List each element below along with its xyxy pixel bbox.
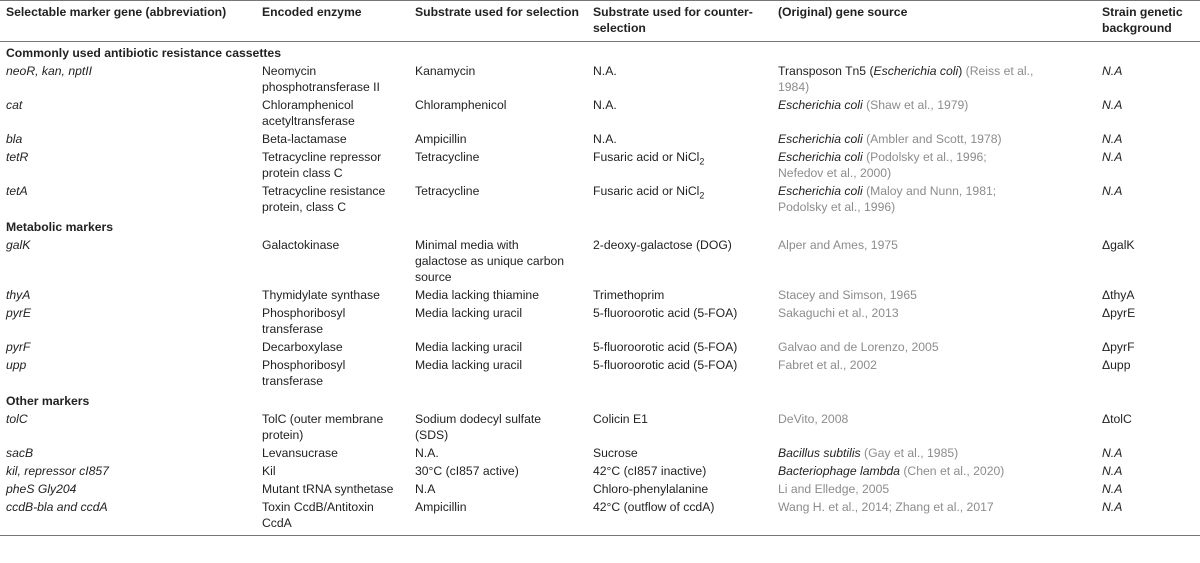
header-source: (Original) gene source bbox=[772, 1, 1096, 42]
source-cell: Bacillus subtilis (Gay et al., 1985) bbox=[778, 446, 959, 460]
gene-cell: pyrE bbox=[6, 306, 32, 320]
section-row bbox=[0, 42, 1200, 63]
citation[interactable]: Wang H. et al., 2014; Zhang et al., 2017 bbox=[778, 500, 994, 514]
background-cell: ΔpyrF bbox=[1102, 340, 1135, 354]
selection-cell: Media lacking uracil bbox=[415, 306, 523, 320]
background-cell: N.A bbox=[1102, 482, 1123, 496]
gene-cell: neoR, kan, nptII bbox=[6, 64, 93, 78]
selection-cell: N.A bbox=[415, 482, 436, 496]
header-counter-selection: Substrate used for counter-selection bbox=[587, 1, 772, 42]
citation[interactable]: DeVito, 2008 bbox=[778, 412, 849, 426]
counter-cell: N.A. bbox=[593, 98, 617, 112]
source-cell bbox=[772, 410, 1096, 444]
background-cell: ΔthyA bbox=[1102, 288, 1135, 302]
gene-cell: ccdB-bla and ccdA bbox=[0, 498, 256, 536]
citation[interactable]: Galvao and de Lorenzo, 2005 bbox=[778, 340, 939, 354]
background-cell: ΔtolC bbox=[1102, 412, 1132, 426]
source-cell bbox=[772, 480, 1096, 498]
header-gene: Selectable marker gene (abbreviation) bbox=[0, 1, 256, 42]
enzyme-cell: Toxin CcdB/Antitoxin CcdA bbox=[256, 498, 409, 536]
section-title: Metabolic markers bbox=[6, 220, 114, 234]
source-cell bbox=[772, 338, 1096, 356]
selection-cell: Chloramphenicol bbox=[415, 98, 507, 112]
enzyme-cell: TolC (outer membrane protein) bbox=[262, 412, 384, 442]
background-cell: Δupp bbox=[1102, 358, 1131, 372]
citation[interactable]: (Ambler and Scott, 1978) bbox=[866, 132, 1002, 146]
source-cell: Escherichia coli (Maloy and Nunn, 1981; Podolsky et al., 1996) bbox=[778, 184, 997, 214]
citation[interactable]: (Podolsky et al., 1996; bbox=[866, 150, 987, 164]
section-title: Commonly used antibiotic resistance cassettes bbox=[6, 46, 281, 60]
source-cell bbox=[772, 286, 1096, 304]
table-row bbox=[0, 62, 1200, 96]
background-cell: ΔgalK bbox=[1102, 238, 1135, 252]
table-row bbox=[0, 338, 1200, 356]
enzyme-cell: Galactokinase bbox=[262, 238, 340, 252]
header-enzyme: Encoded enzyme bbox=[256, 1, 409, 42]
table-row bbox=[0, 130, 1200, 148]
selection-cell: Ampicillin bbox=[415, 132, 467, 146]
counter-cell: Chloro-phenylalanine bbox=[593, 482, 709, 496]
selection-cell: 30°C (cI857 active) bbox=[415, 464, 519, 478]
counter-cell: Sucrose bbox=[593, 446, 638, 460]
source-cell: Escherichia coli (Podolsky et al., 1996; Nefedov et al., 2000) bbox=[778, 150, 987, 180]
header-row bbox=[0, 1, 1200, 42]
background-cell: N.A bbox=[1102, 64, 1123, 78]
selection-cell: Tetracycline bbox=[415, 184, 480, 198]
enzyme-cell: Thymidylate synthase bbox=[262, 288, 380, 302]
table-row bbox=[0, 182, 1200, 216]
table-row bbox=[0, 148, 1200, 182]
background-cell: N.A bbox=[1102, 150, 1123, 164]
section-row bbox=[0, 216, 1200, 236]
enzyme-cell: Kil bbox=[262, 464, 276, 478]
header-background: Strain genetic background bbox=[1096, 1, 1200, 42]
source-cell: Transposon Tn5 (Escherichia coli) (Reiss et al., 1984) bbox=[778, 64, 1034, 94]
citation[interactable]: Li and Elledge, 2005 bbox=[778, 482, 890, 496]
citation[interactable]: Sakaguchi et al., 2013 bbox=[778, 306, 899, 320]
background-cell: N.A bbox=[1102, 132, 1123, 146]
counter-cell: N.A. bbox=[593, 132, 617, 146]
source-cell: Escherichia coli (Ambler and Scott, 1978) bbox=[778, 132, 1002, 146]
counter-cell: Fusaric acid or NiCl$_2$ bbox=[593, 184, 705, 201]
enzyme-cell: Tetracycline resistance protein, class C bbox=[262, 184, 386, 214]
enzyme-cell: Neomycin phosphotransferase II bbox=[262, 64, 380, 94]
citation[interactable]: (Reiss et al., bbox=[965, 64, 1034, 78]
table-row bbox=[0, 304, 1200, 338]
selection-cell: Minimal media with galactose as unique carbon source bbox=[415, 238, 565, 284]
table-row bbox=[0, 444, 1200, 462]
citation[interactable]: Stacey and Simson, 1965 bbox=[778, 288, 917, 302]
enzyme-cell: Tetracycline repressor protein class C bbox=[262, 150, 382, 180]
counter-cell: Fusaric acid or NiCl$_2$ bbox=[593, 150, 705, 167]
gene-cell: tolC bbox=[6, 412, 28, 426]
table-row bbox=[0, 356, 1200, 390]
citation[interactable]: Podolsky et al., 1996) bbox=[778, 200, 896, 214]
gene-cell: tetR bbox=[6, 150, 29, 164]
citation[interactable]: 1984) bbox=[778, 80, 810, 94]
background-cell: N.A bbox=[1102, 184, 1123, 198]
selection-cell: Tetracycline bbox=[415, 150, 480, 164]
gene-cell: galK bbox=[6, 238, 31, 252]
counter-cell: Colicin E1 bbox=[593, 412, 648, 426]
selection-cell: Media lacking uracil bbox=[415, 358, 523, 372]
citation[interactable]: Fabret et al., 2002 bbox=[778, 358, 877, 372]
selection-cell: Media lacking uracil bbox=[415, 340, 523, 354]
gene-cell: upp bbox=[6, 358, 27, 372]
background-cell: ΔpyrE bbox=[1102, 306, 1136, 320]
source-cell bbox=[772, 304, 1096, 338]
gene-cell: bla bbox=[6, 132, 23, 146]
enzyme-cell: Phosphoribosyl transferase bbox=[262, 358, 346, 388]
enzyme-cell: Chloramphenicol acetyltransferase bbox=[262, 98, 355, 128]
source-cell: Escherichia coli (Shaw et al., 1979) bbox=[778, 98, 969, 112]
counter-cell: N.A. bbox=[593, 64, 617, 78]
counter-cell: Trimethoprim bbox=[593, 288, 665, 302]
table-row bbox=[0, 462, 1200, 480]
selection-cell: Kanamycin bbox=[415, 64, 476, 78]
table-row bbox=[0, 480, 1200, 498]
source-cell bbox=[772, 498, 1096, 536]
counter-cell: 5-fluoroorotic acid (5-FOA) bbox=[593, 358, 738, 372]
gene-cell: kil, repressor cI857 bbox=[6, 464, 109, 478]
enzyme-cell: Beta-lactamase bbox=[262, 132, 347, 146]
header-selection: Substrate used for selection bbox=[409, 1, 587, 42]
background-cell: N.A bbox=[1102, 98, 1123, 112]
enzyme-cell: Phosphoribosyl transferase bbox=[262, 306, 346, 336]
citation[interactable]: (Gay et al., 1985) bbox=[864, 446, 959, 460]
source-cell bbox=[772, 236, 1096, 286]
gene-cell: sacB bbox=[6, 446, 34, 460]
gene-cell: pyrF bbox=[6, 340, 31, 354]
citation[interactable]: Alper and Ames, 1975 bbox=[778, 238, 898, 252]
selection-cell: Media lacking thiamine bbox=[415, 288, 539, 302]
gene-cell: tetA bbox=[6, 184, 28, 198]
selection-cell: N.A. bbox=[415, 446, 439, 460]
citation[interactable]: Nefedov et al., 2000) bbox=[778, 166, 892, 180]
enzyme-cell: Mutant tRNA synthetase bbox=[262, 482, 394, 496]
selection-cell: Sodium dodecyl sulfate (SDS) bbox=[415, 412, 542, 442]
source-cell bbox=[772, 356, 1096, 390]
section-title: Other markers bbox=[6, 394, 90, 408]
background-cell: N.A bbox=[1096, 498, 1200, 536]
selection-cell: Ampicillin bbox=[409, 498, 587, 536]
gene-cell: cat bbox=[6, 98, 23, 112]
table-row bbox=[0, 498, 1200, 536]
enzyme-cell: Levansucrase bbox=[262, 446, 338, 460]
section-row bbox=[0, 390, 1200, 410]
counter-cell: 2-deoxy-galactose (DOG) bbox=[593, 238, 732, 252]
table-row bbox=[0, 286, 1200, 304]
citation[interactable]: (Maloy and Nunn, 1981; bbox=[866, 184, 997, 198]
table-row bbox=[0, 96, 1200, 130]
citation[interactable]: (Chen et al., 2020) bbox=[903, 464, 1005, 478]
counter-cell: 5-fluoroorotic acid (5-FOA) bbox=[593, 340, 738, 354]
gene-cell: thyA bbox=[6, 288, 31, 302]
gene-cell: pheS Gly204 bbox=[6, 482, 77, 496]
citation[interactable]: (Shaw et al., 1979) bbox=[866, 98, 969, 112]
counter-cell: 5-fluoroorotic acid (5-FOA) bbox=[593, 306, 738, 320]
source-cell: Bacteriophage lambda (Chen et al., 2020) bbox=[778, 464, 1005, 478]
counter-cell: 42°C (cI857 inactive) bbox=[593, 464, 707, 478]
background-cell: N.A bbox=[1102, 446, 1123, 460]
enzyme-cell: Decarboxylase bbox=[262, 340, 343, 354]
background-cell: N.A bbox=[1102, 464, 1123, 478]
counter-cell: 42°C (outflow of ccdA) bbox=[587, 498, 772, 536]
table-row bbox=[0, 410, 1200, 444]
table-row bbox=[0, 236, 1200, 286]
